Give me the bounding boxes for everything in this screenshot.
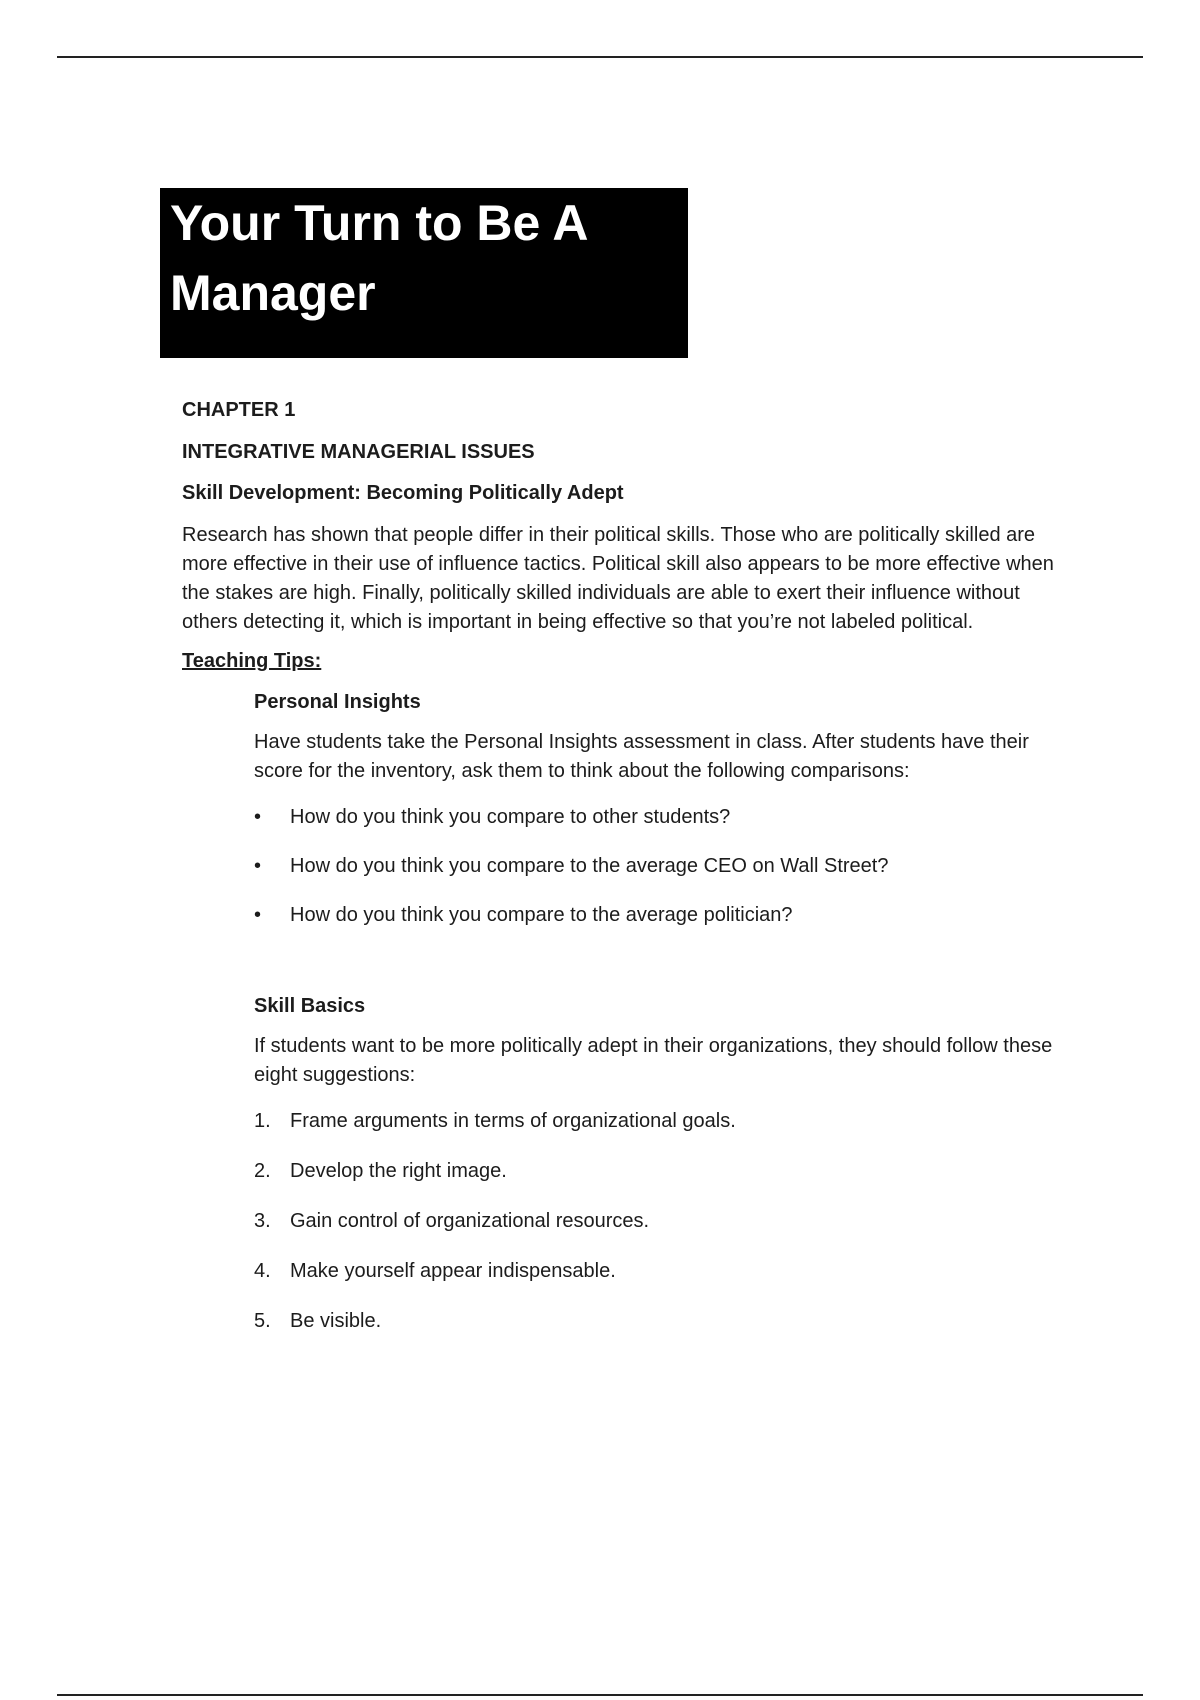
- item-number: 2.: [254, 1160, 271, 1182]
- list-item: [254, 803, 1054, 832]
- item-text: Be visible.: [290, 1310, 382, 1332]
- bullet-text: How do you think you compare to the average CEO on Wall Street?: [290, 855, 889, 877]
- item-number: 5.: [254, 1310, 271, 1332]
- list-item: [254, 1107, 1054, 1136]
- list-item: [254, 852, 1054, 881]
- list-item: [254, 901, 1054, 930]
- bullet-icon: •: [254, 806, 262, 828]
- teaching-tips-label: Teaching Tips:: [182, 650, 322, 672]
- skill-heading: Skill Development: Becoming Politically Adept: [182, 482, 624, 504]
- bullet-icon: •: [254, 904, 262, 926]
- skill-basics-heading: Skill Basics: [254, 995, 366, 1017]
- list-item: [254, 1207, 1054, 1236]
- title-line-2: Manager: [170, 265, 376, 321]
- footer-rule: [57, 1694, 1143, 1696]
- bullet-text: How do you think you compare to other students?: [290, 806, 731, 828]
- document-body: [182, 396, 1062, 1357]
- item-text: Make yourself appear indispensable.: [290, 1260, 616, 1282]
- bullet-text: How do you think you compare to the average politician?: [290, 904, 793, 926]
- bullet-icon: •: [254, 855, 262, 877]
- item-number: 4.: [254, 1260, 271, 1282]
- list-item: [254, 1157, 1054, 1186]
- list-item: [254, 1307, 1054, 1336]
- skill-basics-section: [254, 992, 1054, 1336]
- section-heading: INTEGRATIVE MANAGERIAL ISSUES: [182, 441, 535, 463]
- personal-insights-paragraph: Have students take the Personal Insights assessment in class. After students have their score for the inventory, ask them to think about the following comparisons:: [254, 731, 1029, 782]
- intro-paragraph: Research has shown that people differ in their political skills. Those who are politically skilled are more effective in their use of influence tactics. Political skill also appears to be more effective when the stakes are high. Finally, politically skilled individuals are able to exert their influence without others detecting it, which is important in being effective so that you’re not labeled political.: [182, 524, 1054, 633]
- item-text: Develop the right image.: [290, 1160, 507, 1182]
- comparison-bullet-list: [254, 803, 1054, 930]
- personal-insights-section: [254, 688, 1054, 1336]
- title-line-1: Your Turn to Be A: [170, 195, 589, 251]
- suggestions-list: [254, 1107, 1054, 1336]
- skill-basics-paragraph: If students want to be more politically adept in their organizations, they should follow these eight suggestions:: [254, 1035, 1053, 1086]
- title-banner: [160, 188, 688, 358]
- item-number: 1.: [254, 1110, 271, 1132]
- item-text: Gain control of organizational resources.: [290, 1210, 650, 1232]
- header-rule: [57, 56, 1143, 58]
- item-number: 3.: [254, 1210, 271, 1232]
- list-item: [254, 1257, 1054, 1286]
- item-text: Frame arguments in terms of organizational goals.: [290, 1110, 736, 1132]
- chapter-heading: CHAPTER 1: [182, 399, 296, 421]
- personal-insights-heading: Personal Insights: [254, 691, 421, 713]
